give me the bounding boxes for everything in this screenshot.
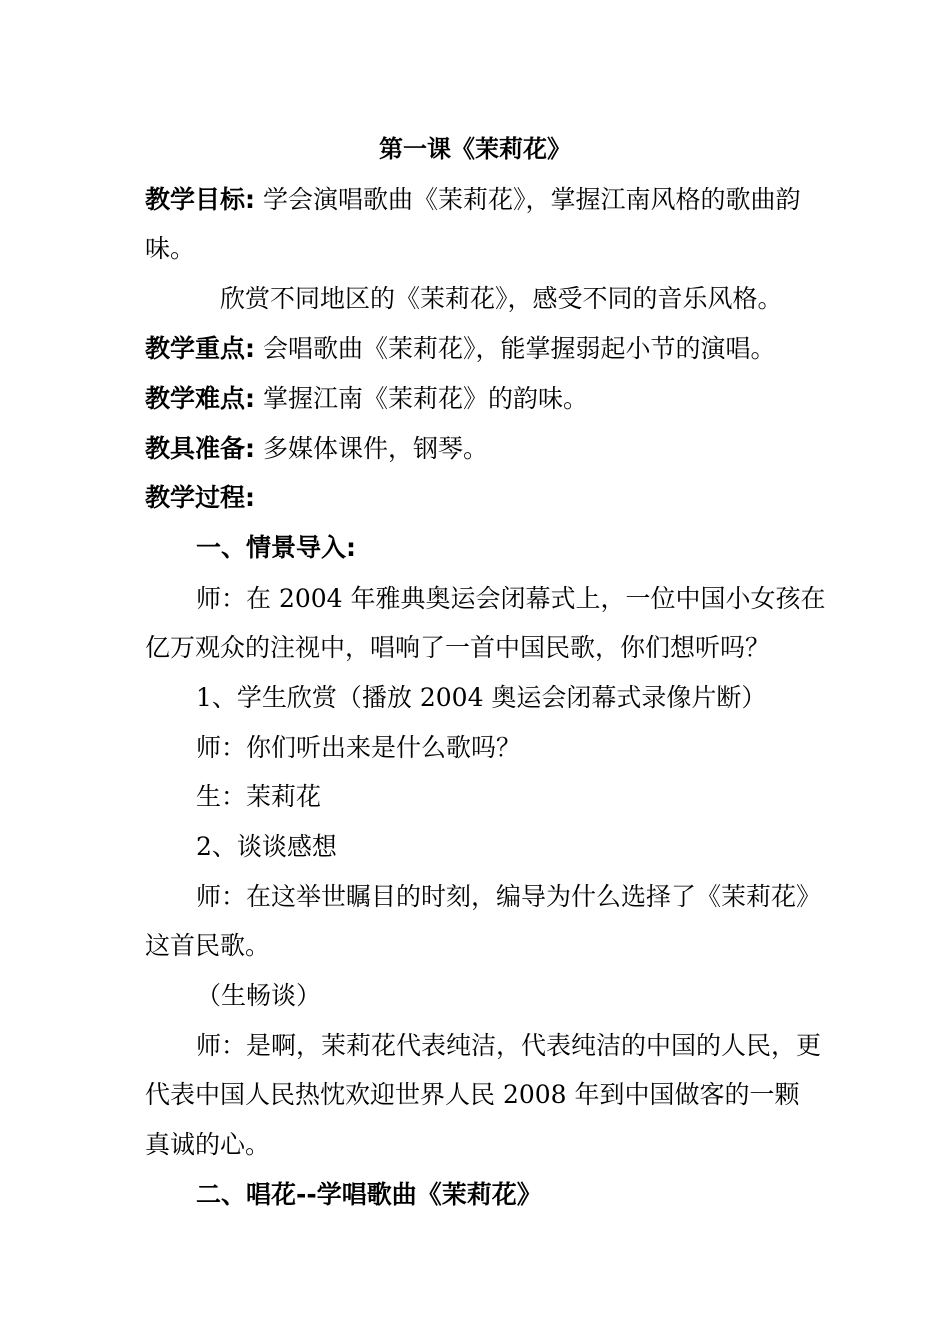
section-1-heading: 一、情景导入: (196, 533, 356, 562)
difficulties-line (145, 382, 588, 416)
paragraph-3: 师：你们听出来是什么歌吗？ (196, 733, 522, 762)
paragraph-2: 1、学生欣赏（播放 2004 奥运会闭幕式录像片断） (196, 683, 767, 712)
paragraph-6-line-1: 师：在这举世瞩目的时刻，编导为什么选择了《茉莉花》 (196, 882, 822, 911)
paragraph-6-line-2: 这首民歌。 (145, 931, 271, 960)
paragraph-8-line-1: 师：是啊，茉莉花代表纯洁，代表纯洁的中国的人民，更 (196, 1031, 822, 1060)
paragraph-4: 生：茉莉花 (196, 782, 322, 811)
page-title: 第一课《茉莉花》 (379, 135, 571, 163)
paragraph-1-line-1: 师：在 2004 年雅典奥运会闭幕式上，一位中国小女孩在 (196, 584, 826, 613)
paragraph-8-line-2: 代表中国人民热忱欢迎世界人民 2008 年到中国做客的一颗 (145, 1080, 800, 1109)
objectives-text-2: 味。 (145, 234, 196, 263)
paragraph-8-line-3: 真诚的心。 (145, 1130, 271, 1159)
paragraph-5: 2、谈谈感想 (196, 832, 337, 861)
process-label: 教学过程: (145, 483, 255, 512)
objectives-line-1 (145, 183, 800, 217)
tools-text: 多媒体课件，钢琴。 (262, 434, 488, 463)
key-points-line (145, 332, 775, 366)
paragraph-7: （生畅谈） (196, 981, 322, 1010)
difficulties-label: 教学难点: (145, 384, 255, 413)
key-points-text: 会唱歌曲《茉莉花》，能掌握弱起小节的演唱。 (262, 334, 776, 363)
section-2-heading: 二、唱花--学唱歌曲《茉莉花》 (196, 1180, 542, 1209)
key-points-label: 教学重点: (145, 334, 255, 363)
tools-line (145, 432, 488, 466)
difficulties-text: 掌握江南《茉莉花》的韵味。 (262, 384, 588, 413)
objectives-label: 教学目标: (145, 185, 255, 214)
paragraph-1-line-2: 亿万观众的注视中，唱响了一首中国民歌，你们想听吗？ (145, 633, 771, 662)
objectives-text-1: 学会演唱歌曲《茉莉花》，掌握江南风格的歌曲韵 (262, 185, 801, 214)
tools-label: 教具准备: (145, 434, 255, 463)
objectives-text-3: 欣赏不同地区的《茉莉花》，感受不同的音乐风格。 (220, 284, 783, 313)
